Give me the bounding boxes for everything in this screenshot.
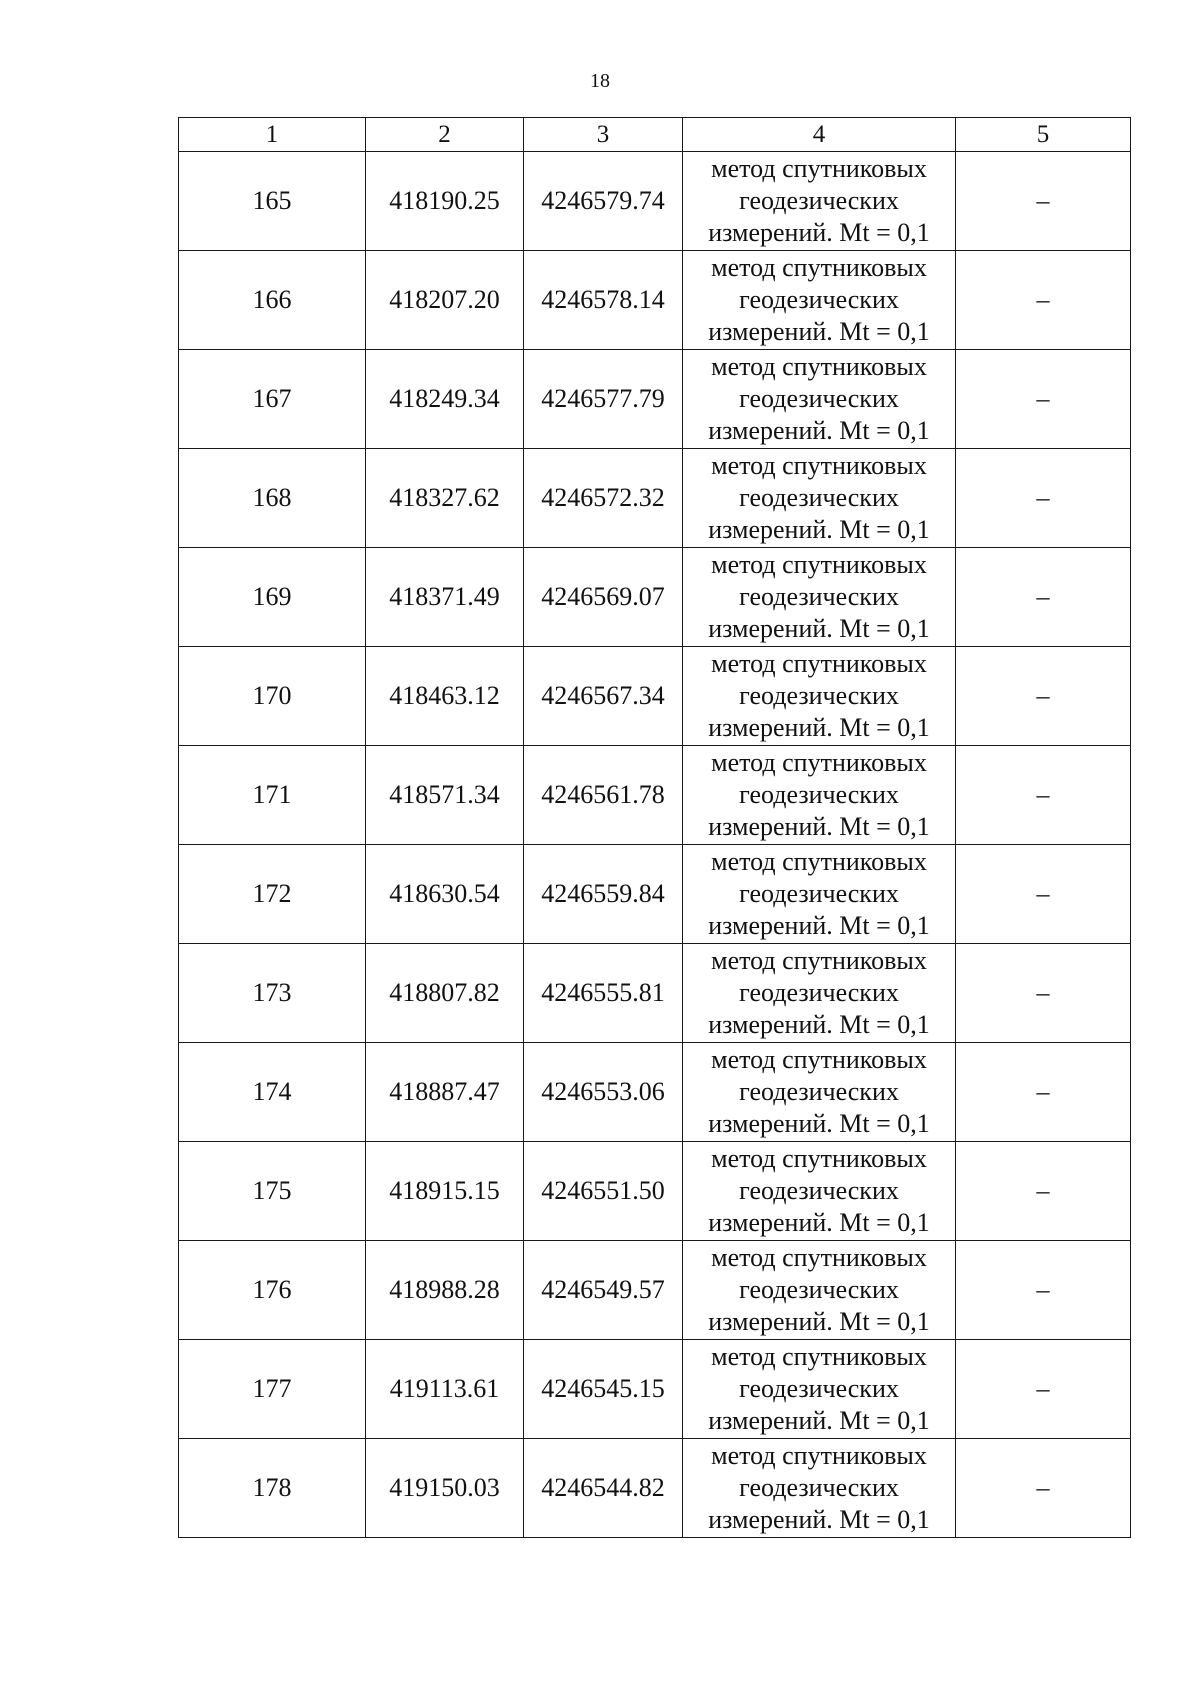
x-coordinate-cell: 418571.34 [366,746,524,845]
table-row [179,944,1131,1043]
method-line: метод спутниковых [711,352,927,381]
method-line: геодезических [739,483,899,512]
x-coordinate-cell: 418988.28 [366,1241,524,1340]
method-line: геодезических [739,582,899,611]
method-line: геодезических [739,285,899,314]
table-row [179,1241,1131,1340]
table-header-row [179,118,1131,152]
y-coordinate-cell: 4246561.78 [524,746,683,845]
y-coordinate-cell: 4246579.74 [524,152,683,251]
method-line: геодезических [739,681,899,710]
method-cell [683,1241,956,1340]
note-cell: – [956,1439,1131,1538]
table-row [179,1043,1131,1142]
method-cell [683,449,956,548]
note-cell: – [956,350,1131,449]
note-cell: – [956,449,1131,548]
method-line: геодезических [739,1077,899,1106]
note-cell: – [956,647,1131,746]
point-number-cell: 170 [179,647,366,746]
y-coordinate-cell: 4246577.79 [524,350,683,449]
method-cell [683,1340,956,1439]
column-header-3: 3 [524,118,683,152]
point-number-cell: 171 [179,746,366,845]
method-line: геодезических [739,879,899,908]
method-line: геодезических [739,780,899,809]
y-coordinate-cell: 4246559.84 [524,845,683,944]
note-cell: – [956,251,1131,350]
x-coordinate-cell: 418207.20 [366,251,524,350]
point-number-cell: 174 [179,1043,366,1142]
x-coordinate-cell: 418249.34 [366,350,524,449]
table-row [179,1142,1131,1241]
table-row [179,1340,1131,1439]
table-row [179,548,1131,647]
method-line: геодезических [739,1374,899,1403]
point-number-cell: 172 [179,845,366,944]
x-coordinate-cell: 418463.12 [366,647,524,746]
column-header-4: 4 [683,118,956,152]
note-cell: – [956,1241,1131,1340]
method-line: измерений. Mt = 0,1 [708,1505,930,1534]
method-line: метод спутниковых [711,1342,927,1371]
method-line: метод спутниковых [711,253,927,282]
note-cell: – [956,152,1131,251]
method-line: метод спутниковых [711,649,927,678]
table-row [179,746,1131,845]
x-coordinate-cell: 419150.03 [366,1439,524,1538]
point-number-cell: 176 [179,1241,366,1340]
y-coordinate-cell: 4246555.81 [524,944,683,1043]
table-row [179,350,1131,449]
y-coordinate-cell: 4246553.06 [524,1043,683,1142]
point-number-cell: 178 [179,1439,366,1538]
method-line: геодезических [739,1176,899,1205]
note-cell: – [956,944,1131,1043]
method-cell [683,647,956,746]
point-number-cell: 175 [179,1142,366,1241]
table-row [179,251,1131,350]
point-number-cell: 173 [179,944,366,1043]
method-line: метод спутниковых [711,1144,927,1173]
note-cell: – [956,1142,1131,1241]
method-cell [683,746,956,845]
method-cell [683,1142,956,1241]
method-line: измерений. Mt = 0,1 [708,1109,930,1138]
x-coordinate-cell: 418630.54 [366,845,524,944]
note-cell: – [956,1340,1131,1439]
method-line: метод спутниковых [711,154,927,183]
method-line: измерений. Mt = 0,1 [708,614,930,643]
method-line: геодезических [739,186,899,215]
point-number-cell: 165 [179,152,366,251]
x-coordinate-cell: 419113.61 [366,1340,524,1439]
method-cell [683,1043,956,1142]
page-number: 18 [590,70,610,92]
method-cell [683,944,956,1043]
column-header-2: 2 [366,118,524,152]
point-number-cell: 168 [179,449,366,548]
method-line: измерений. Mt = 0,1 [708,1208,930,1237]
coordinates-table [178,117,1131,1538]
method-line: метод спутниковых [711,847,927,876]
method-line: метод спутниковых [711,1243,927,1272]
method-line: измерений. Mt = 0,1 [708,1010,930,1039]
method-line: измерений. Mt = 0,1 [708,317,930,346]
method-line: метод спутниковых [711,550,927,579]
x-coordinate-cell: 418887.47 [366,1043,524,1142]
note-cell: – [956,1043,1131,1142]
table-row [179,1439,1131,1538]
method-cell [683,152,956,251]
y-coordinate-cell: 4246572.32 [524,449,683,548]
note-cell: – [956,845,1131,944]
table-row [179,449,1131,548]
y-coordinate-cell: 4246544.82 [524,1439,683,1538]
x-coordinate-cell: 418190.25 [366,152,524,251]
y-coordinate-cell: 4246578.14 [524,251,683,350]
method-line: геодезических [739,384,899,413]
method-cell [683,845,956,944]
y-coordinate-cell: 4246567.34 [524,647,683,746]
y-coordinate-cell: 4246551.50 [524,1142,683,1241]
method-line: измерений. Mt = 0,1 [708,218,930,247]
method-cell [683,548,956,647]
x-coordinate-cell: 418371.49 [366,548,524,647]
point-number-cell: 166 [179,251,366,350]
x-coordinate-cell: 418327.62 [366,449,524,548]
point-number-cell: 167 [179,350,366,449]
y-coordinate-cell: 4246549.57 [524,1241,683,1340]
method-line: геодезических [739,1275,899,1304]
method-line: метод спутниковых [711,748,927,777]
method-line: метод спутниковых [711,946,927,975]
y-coordinate-cell: 4246569.07 [524,548,683,647]
method-line: метод спутниковых [711,1045,927,1074]
method-cell [683,350,956,449]
table-row [179,647,1131,746]
table-row [179,152,1131,251]
method-cell [683,251,956,350]
method-line: геодезических [739,1473,899,1502]
method-line: измерений. Mt = 0,1 [708,416,930,445]
note-cell: – [956,548,1131,647]
x-coordinate-cell: 418807.82 [366,944,524,1043]
method-line: измерений. Mt = 0,1 [708,515,930,544]
method-line: измерений. Mt = 0,1 [708,1307,930,1336]
point-number-cell: 177 [179,1340,366,1439]
method-line: измерений. Mt = 0,1 [708,1406,930,1435]
column-header-1: 1 [179,118,366,152]
table-row [179,845,1131,944]
method-line: измерений. Mt = 0,1 [708,812,930,841]
method-line: метод спутниковых [711,451,927,480]
column-header-5: 5 [956,118,1131,152]
method-line: геодезических [739,978,899,1007]
point-number-cell: 169 [179,548,366,647]
table-body [179,152,1131,1538]
method-line: измерений. Mt = 0,1 [708,713,930,742]
y-coordinate-cell: 4246545.15 [524,1340,683,1439]
method-cell [683,1439,956,1538]
method-line: метод спутниковых [711,1441,927,1470]
x-coordinate-cell: 418915.15 [366,1142,524,1241]
note-cell: – [956,746,1131,845]
method-line: измерений. Mt = 0,1 [708,911,930,940]
